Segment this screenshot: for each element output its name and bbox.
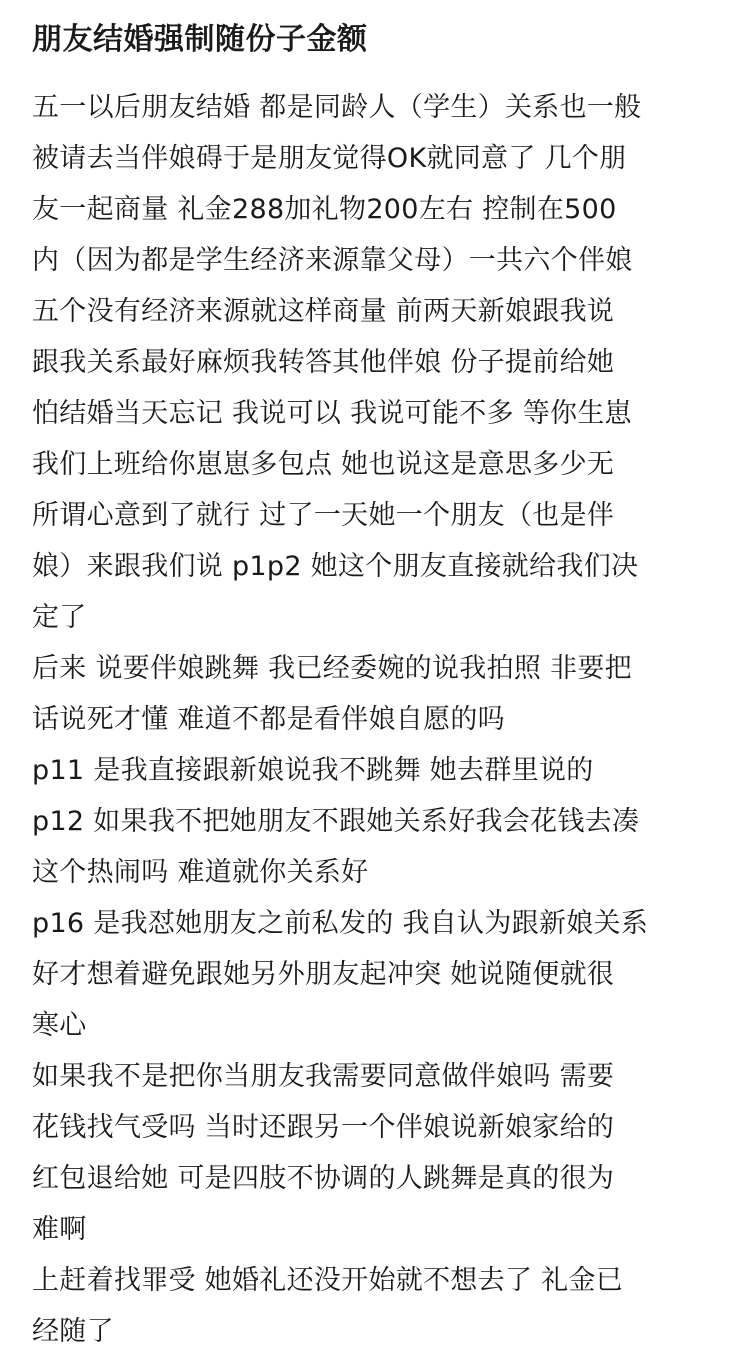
post-body xyxy=(32,82,722,1357)
body-line: 经随了 xyxy=(32,1316,114,1347)
body-line: 好才想着避免跟她另外朋友起冲突 她说随便就很 xyxy=(32,959,615,990)
post-title: 朋友结婚强制随份子金额 xyxy=(32,22,368,57)
body-line: 友一起商量 礼金288加礼物200左右 控制在500 xyxy=(32,194,617,225)
body-line: p16 是我怼她朋友之前私发的 我自认为跟新娘关系 xyxy=(32,908,649,939)
body-line: 定了 xyxy=(32,602,87,633)
body-line: 被请去当伴娘碍于是朋友觉得OK就同意了 几个朋 xyxy=(32,143,627,174)
body-line: 这个热闹吗 难道就你关系好 xyxy=(32,857,369,888)
body-line: 我们上班给你崽崽多包点 她也说这是意思多少无 xyxy=(32,449,615,480)
body-line: 红包退给她 可是四肢不协调的人跳舞是真的很为 xyxy=(32,1163,615,1194)
body-line: 五个没有经济来源就这样商量 前两天新娘跟我说 xyxy=(32,296,615,327)
body-line: 难啊 xyxy=(32,1214,87,1245)
body-line: p11 是我直接跟新娘说我不跳舞 她去群里说的 xyxy=(32,755,594,786)
body-line: 上赶着找罪受 她婚礼还没开始就不想去了 礼金已 xyxy=(32,1265,624,1296)
body-line: p12 如果我不把她朋友不跟她关系好我会花钱去凑 xyxy=(32,806,640,837)
body-line: 所谓心意到了就行 过了一天她一个朋友（也是伴 xyxy=(32,500,615,531)
body-line: 花钱找气受吗 当时还跟另一个伴娘说新娘家给的 xyxy=(32,1112,615,1143)
body-line: 跟我关系最好麻烦我转答其他伴娘 份子提前给她 xyxy=(32,347,615,378)
body-line: 寒心 xyxy=(32,1010,87,1041)
body-line: 娘）来跟我们说 p1p2 她这个朋友直接就给我们决 xyxy=(32,551,639,582)
body-line: 话说死才懂 难道不都是看伴娘自愿的吗 xyxy=(32,704,505,735)
body-line: 后来 说要伴娘跳舞 我已经委婉的说我拍照 非要把 xyxy=(32,653,632,684)
body-line: 内（因为都是学生经济来源靠父母）一共六个伴娘 xyxy=(32,245,633,276)
body-line: 怕结婚当天忘记 我说可以 我说可能不多 等你生崽 xyxy=(32,398,632,429)
body-line: 五一以后朋友结婚 都是同龄人（学生）关系也一般 xyxy=(32,92,642,123)
body-line: 如果我不是把你当朋友我需要同意做伴娘吗 需要 xyxy=(32,1061,615,1092)
